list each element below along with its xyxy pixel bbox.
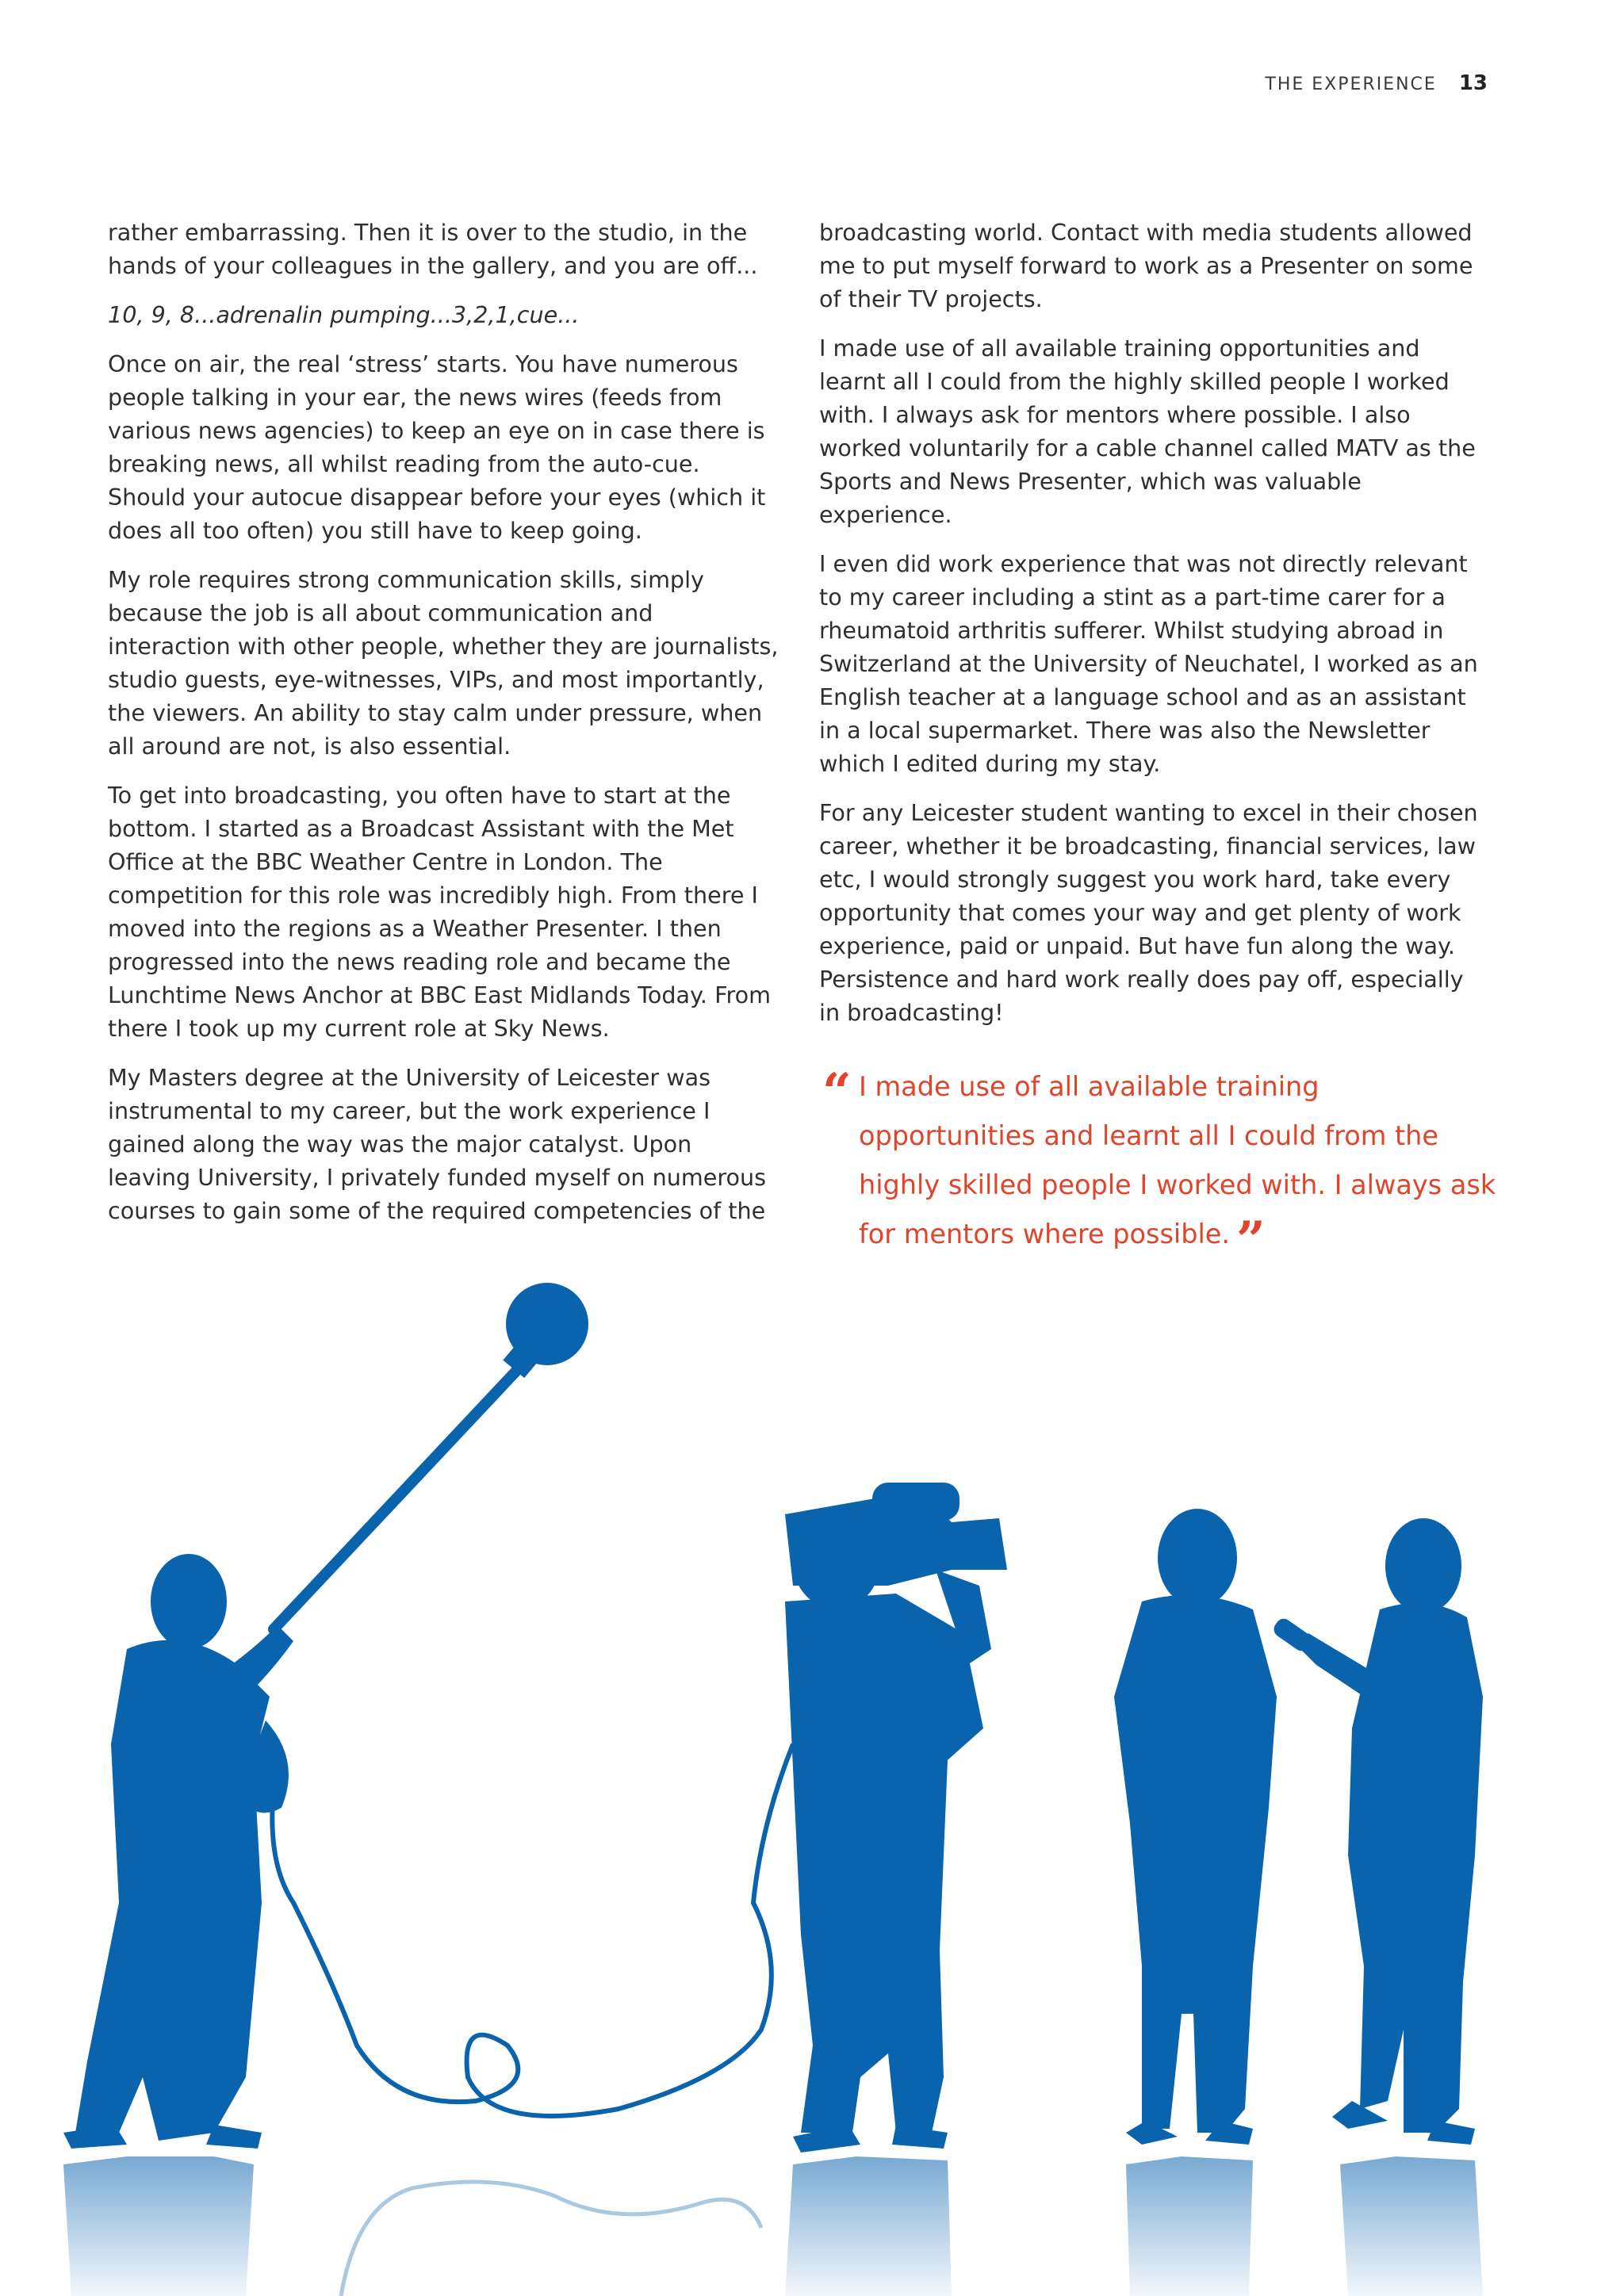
paragraph: broadcasting world. Contact with media students allowed me to put myself forward to work as a Presenter on some of their TV projects. [819, 219, 1473, 312]
pull-quote-text-block [822, 1062, 1501, 1270]
right-column [819, 216, 1487, 1045]
paragraph: To get into broadcasting, you often have to start at the bottom. I started as a Broadcast Assistant with the Met Office at the BBC Weather Centre in London. The competition for this role was incredibly high. From there I moved into the regions as a Weather Presenter. I then progressed into the news reading role and became the Lunchtime News Anchor at BBC East Midlands Today. From there I took up my current role at Sky News. [108, 782, 771, 1042]
close-quote-mark: ” [1236, 1211, 1266, 1270]
pull-quote: “ I made use of all available training opportunities and learnt all I could from the highly skilled people I worked with. I always ask for mentors where possible. ” [822, 1062, 1501, 1259]
countdown-line: 10, 9, 8...adrenalin pumping...3,2,1,cue... [108, 301, 580, 328]
pull-quote-text: I made use of all available training opportunities and learnt all I could from the highly skilled people I worked with. I always ask for mentors where possible. [859, 1071, 1496, 1249]
reporter-silhouette [1271, 1518, 1483, 2145]
paragraph: My Masters degree at the University of Leicester was instrumental to my career, but the work experience I gained along the way was the major catalyst. Upon leaving University, I privately funded myself on numerous courses to gain some of the required competencies of the [108, 1064, 766, 1224]
silhouette-reflection [63, 2156, 1483, 2296]
cable-reflection [341, 2182, 761, 2296]
paragraph: I even did work experience that was not directly relevant to my career including a stint as a part-time carer for a rheumatoid arthritis sufferer. Whilst studying abroad in Switzerland at the University of Neuchatel, I worked as an English teacher at a language school and as an assistant in a local supermarket. There was also the Newsletter which I edited during my stay. [819, 550, 1478, 777]
paragraph: rather embarrassing. Then it is over to the studio, in the hands of your colleagues in the gallery, and you are off... [108, 219, 758, 279]
paragraph: For any Leicester student wanting to excel in their chosen career, whether it be broadcasting, financial services, law etc, I would strongly suggest you work hard, take every opportunity that comes your way and get plenty of work experience, paid or unpaid. But have fun along the way. Persistence and hard work really does pay off, especially in broadcasting! [819, 799, 1478, 1026]
boom-cable [272, 1744, 793, 2116]
page-number: 13 [1458, 71, 1488, 95]
camera-operator-silhouette [785, 1483, 1007, 2152]
paragraph: My role requires strong communication skills, simply because the job is all about communication and interaction with other people, whether they are journalists, studio guests, eye-witnesses, VIPs, and most importantly, the viewers. An ability to stay calm under pressure, when all around are not, is also essential. [108, 566, 779, 760]
news-crew-illustration [0, 1253, 1624, 2296]
page-header [1265, 71, 1488, 95]
paragraph: I made use of all available training opportunities and learnt all I could from the highly skilled people I worked with. I always ask for mentors where possible. I also worked voluntarily for a cable channel called MATV as the Sports and News Presenter, which was valuable experience. [819, 335, 1476, 528]
interviewee-silhouette [1114, 1509, 1277, 2145]
paragraph: Once on air, the real ‘stress’ starts. You have numerous people talking in your ear, the news wires (feeds from various news agencies) to keep an eye on in case there is breaking news, all whilst reading from the auto-cue. Should your autocue disappear before your eyes (which it does all too often) you still have to keep going. [108, 350, 766, 544]
section-title: THE EXPERIENCE [1265, 75, 1437, 94]
boom-operator-silhouette [63, 1283, 588, 2149]
left-column [108, 216, 779, 1243]
